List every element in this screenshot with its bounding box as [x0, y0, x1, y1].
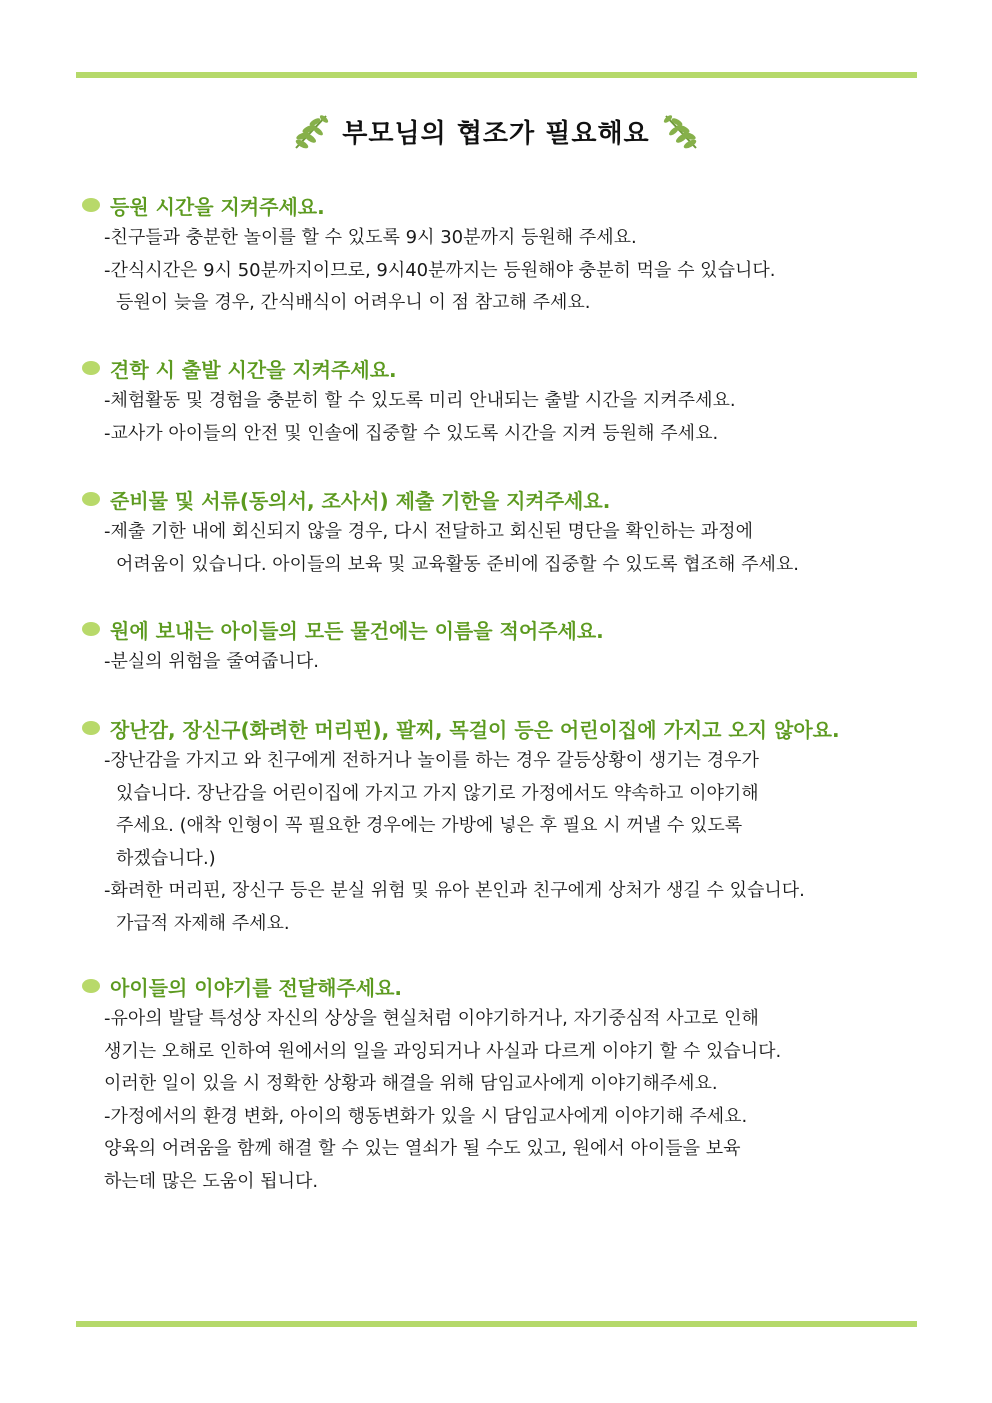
section-heading	[80, 969, 930, 1003]
body-line: 하겠습니다.)	[116, 847, 216, 869]
bullet-dot-icon	[82, 198, 100, 212]
section-field-trip-time	[80, 351, 930, 450]
section-heading-text: 견학 시 출발 시간을 지켜주세요.	[110, 357, 397, 382]
body-line: -친구들과 충분한 놀이를 할 수 있도록 9시 30분까지 등원해 주세요.	[104, 227, 637, 248]
body-line: -화려한 머리핀, 장신구 등은 분실 위험 및 유아 본인과 친구에게 상처가 생길 수 있습니다.	[104, 880, 805, 901]
body-line: -유아의 발달 특성상 자신의 상상을 현실처럼 이야기하거나, 자기중심적 사고로 인해	[104, 1008, 759, 1029]
body-line: 등원이 늦을 경우, 간식배식이 어려우니 이 점 참고해 주세요.	[116, 292, 591, 313]
bottom-divider	[76, 1321, 917, 1327]
section-heading	[80, 482, 930, 516]
body-line: 가급적 자제해 주세요.	[116, 912, 290, 934]
section-heading	[80, 188, 930, 222]
section-heading-text: 장난감, 장신구(화려한 머리핀), 팔찌, 목걸이 등은 어린이집에 가지고 오지 않아요.	[110, 717, 840, 742]
bullet-dot-icon	[82, 979, 100, 993]
section-heading-text: 준비물 및 서류(동의서, 조사서) 제출 기한을 지켜주세요.	[110, 488, 611, 513]
section-heading-text: 아이들의 이야기를 전달해주세요.	[110, 975, 403, 1000]
section-arrival-time	[80, 188, 930, 320]
body-line: -장난감을 가지고 와 친구에게 전하거나 놀이를 하는 경우 갈등상황이 생기는 경우가	[104, 750, 759, 771]
body-line: 생기는 오해로 인하여 원에서의 일을 과잉되거나 사실과 다르게 이야기 할 수 있습니다.	[104, 1040, 782, 1062]
top-divider	[76, 72, 917, 78]
section-name-labels	[80, 612, 930, 679]
bullet-dot-icon	[82, 721, 100, 735]
section-heading-text: 등원 시간을 지켜주세요.	[110, 194, 325, 219]
body-line: -간식시간은 9시 50분까지이므로, 9시40분까지는 등원해야 충분히 먹을 수 있습니다.	[104, 259, 776, 281]
page-title: 부모님의 협조가 필요해요	[342, 118, 650, 149]
title-row	[0, 108, 992, 154]
section-heading	[80, 711, 930, 745]
body-line: -분실의 위험을 줄여줍니다.	[104, 651, 319, 672]
section-toys-accessories	[80, 711, 930, 940]
leaf-branch-icon	[660, 110, 702, 152]
leaf-branch-icon	[290, 110, 332, 152]
section-heading	[80, 351, 930, 385]
bullet-dot-icon	[82, 361, 100, 375]
bullet-dot-icon	[82, 622, 100, 636]
body-line: 주세요. (애착 인형이 꼭 필요한 경우에는 가방에 넣은 후 필요 시 꺼낼 수 있도록	[116, 815, 743, 836]
body-line: 있습니다. 장난감을 어린이집에 가지고 가지 않기로 가정에서도 약속하고 이야기해	[116, 782, 759, 804]
body-line: -가정에서의 환경 변화, 아이의 행동변화가 있을 시 담임교사에게 이야기해 주세요.	[104, 1105, 748, 1127]
body-line: 이러한 일이 있을 시 정확한 상황과 해결을 위해 담임교사에게 이야기해주세요.	[104, 1073, 718, 1094]
section-heading-text: 원에 보내는 아이들의 모든 물건에는 이름을 적어주세요.	[110, 618, 604, 643]
section-heading	[80, 612, 930, 646]
body-line: -교사가 아이들의 안전 및 인솔에 집중할 수 있도록 시간을 지켜 등원해 주세요.	[104, 422, 719, 444]
body-line: 하는데 많은 도움이 됩니다.	[104, 1170, 319, 1192]
bullet-dot-icon	[82, 492, 100, 506]
body-line: -체험활동 및 경험을 충분히 할 수 있도록 미리 안내되는 출발 시간을 지켜주세요.	[104, 390, 736, 411]
body-line: 양육의 어려움을 함께 해결 할 수 있는 열쇠가 될 수도 있고, 원에서 아이들을 보육	[104, 1138, 741, 1159]
section-child-stories	[80, 969, 930, 1198]
body-line: -제출 기한 내에 회신되지 않을 경우, 다시 전달하고 회신된 명단을 확인하는 과정에	[104, 521, 753, 542]
section-document-deadline	[80, 482, 930, 581]
body-line: 어려움이 있습니다. 아이들의 보육 및 교육활동 준비에 집중할 수 있도록 협조해 주세요.	[116, 553, 799, 575]
